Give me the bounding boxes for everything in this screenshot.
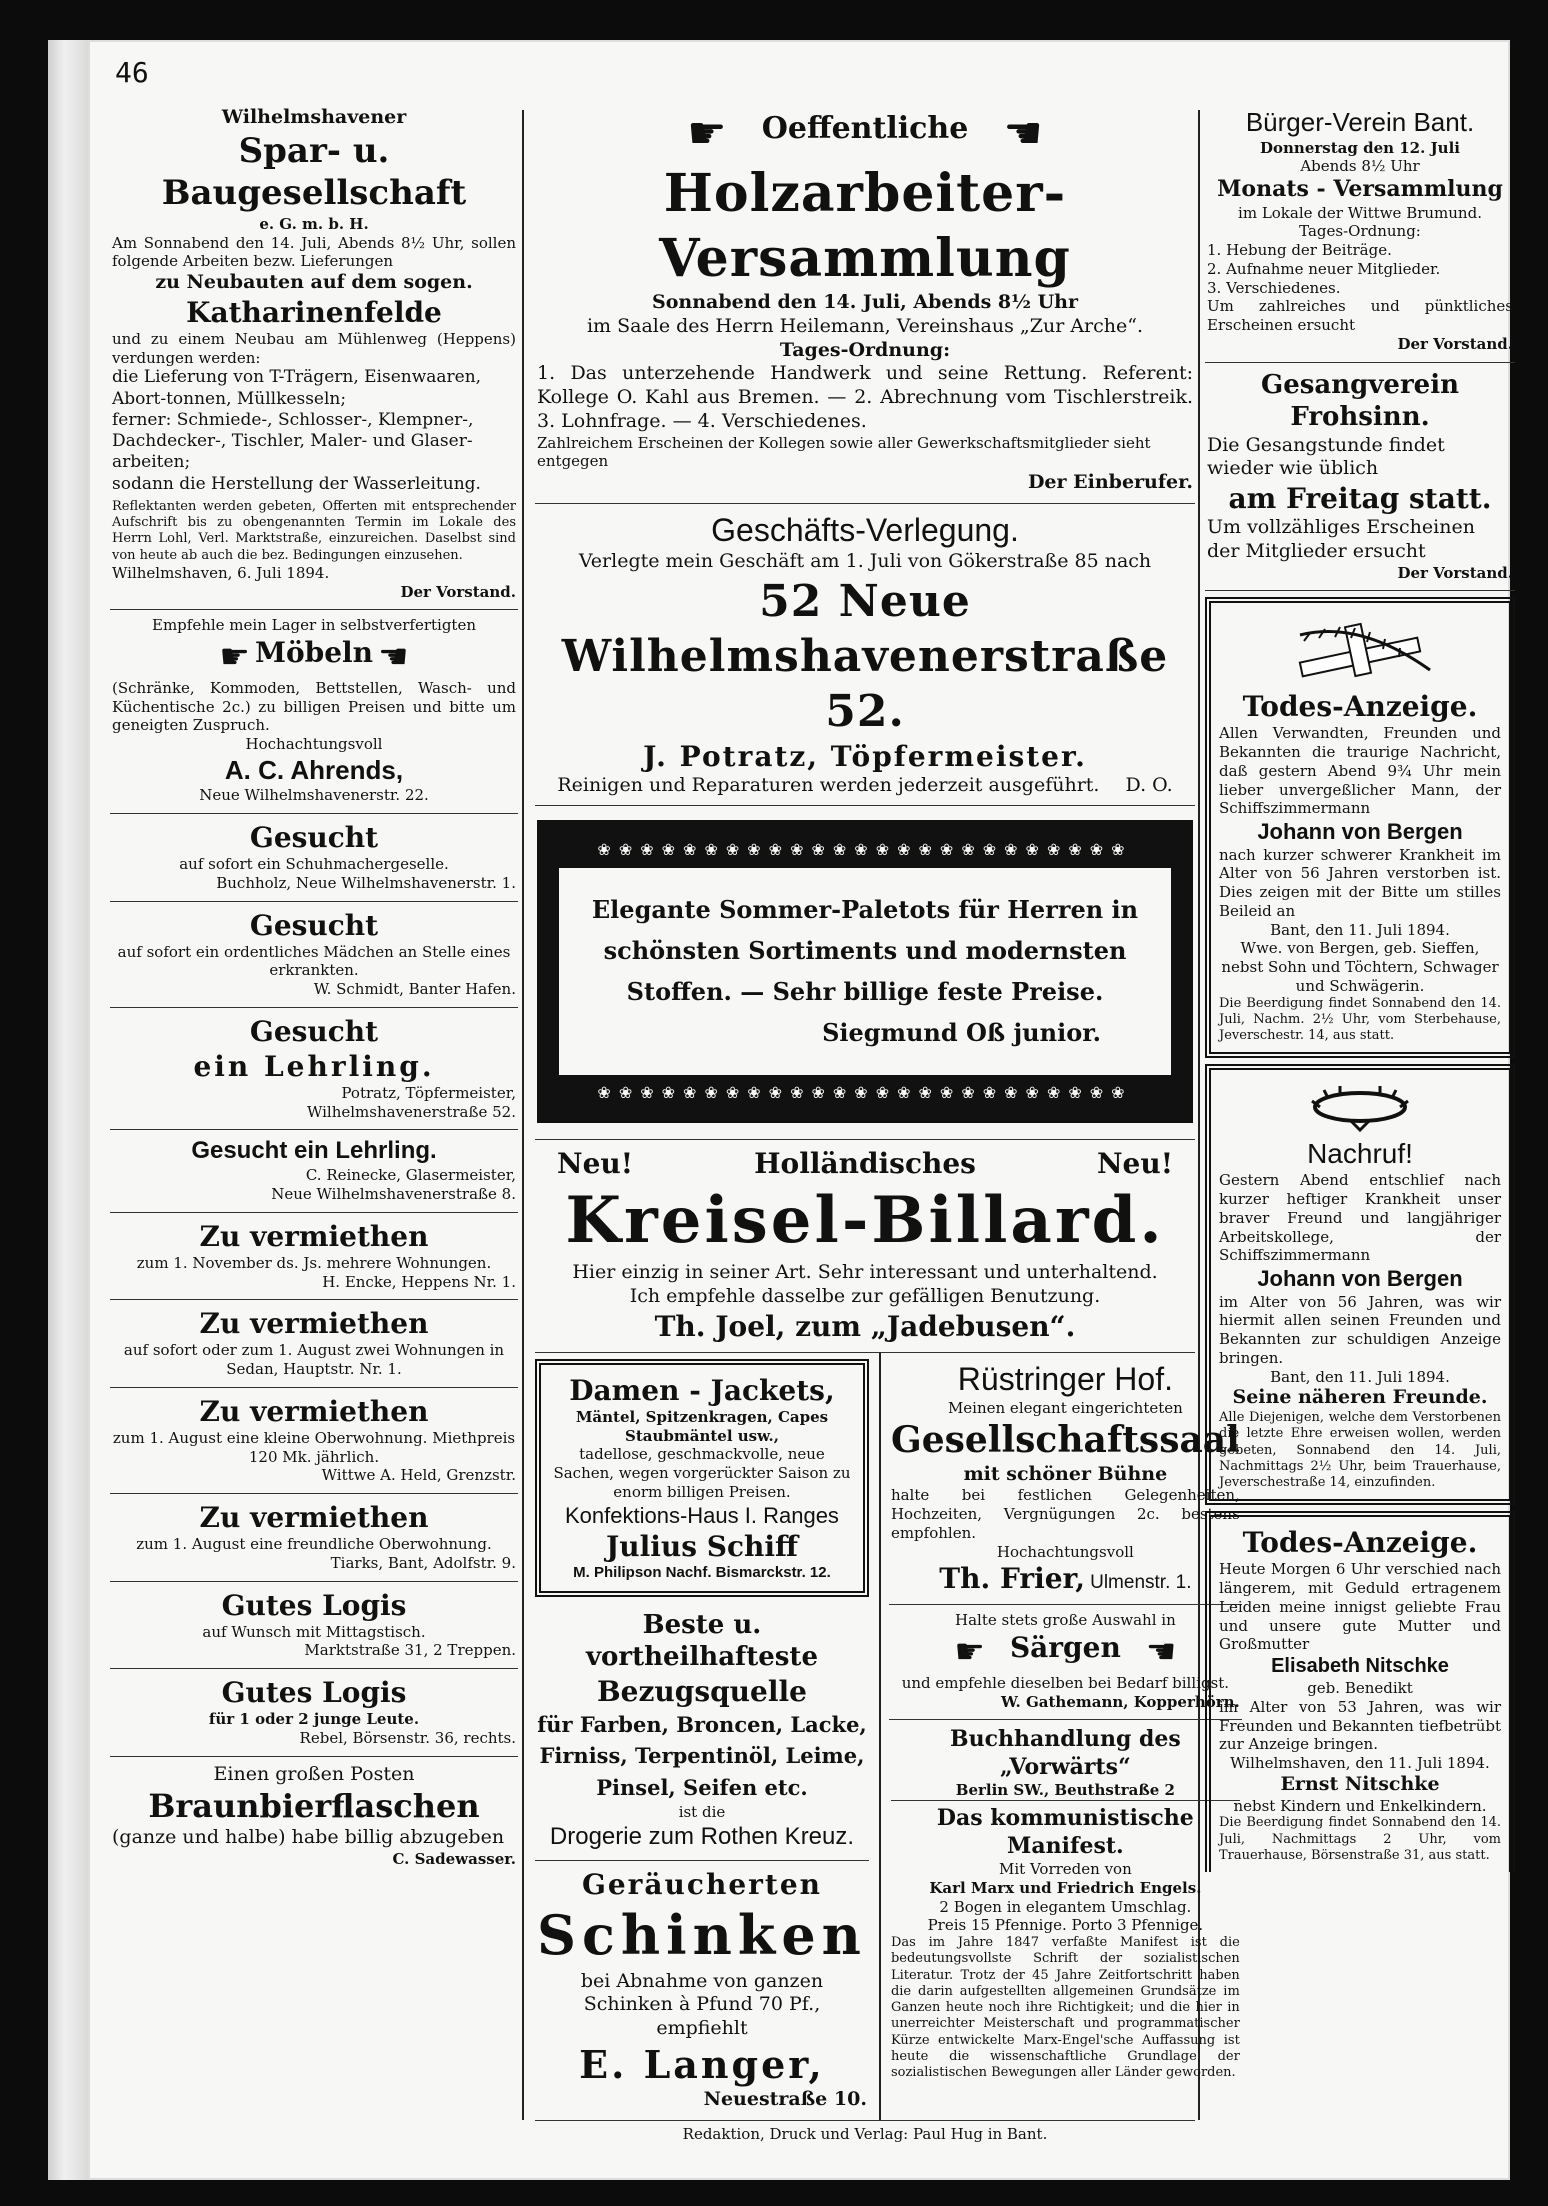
ad-place: Katharinenfelde: [186, 295, 442, 329]
ad-date: Bant, den 11. Juli 1894.: [1270, 920, 1450, 939]
ad-column: [535, 1353, 869, 2120]
ad-text: ist die: [678, 1803, 726, 1822]
ad-signature: W. Gathemann, Kopperhörn.: [1001, 1692, 1240, 1711]
ad-text: und zu einem Neubau am Mühlenweg (Heppens) verdungen werden:: [112, 329, 516, 367]
ad-address: 52 Neue Wilhelmshavenerstraße 52.: [561, 575, 1169, 737]
ad-text: nach kurzer schwerer Krankheit im Alter von 56 Jahren verstorben ist. Dies zeigen mit der Bitte um stilles Beileid an: [1219, 845, 1501, 920]
ad-pretitle: Meinen elegant eingerichteten: [947, 1398, 1183, 1417]
ad-vorwaerts: [889, 1720, 1242, 2089]
ad-address: Neue Wilhelmshavenerstr. 22.: [199, 786, 429, 805]
ad-gesucht-2: [110, 902, 518, 1008]
ad-paletots: [535, 806, 1195, 1140]
ad-agenda: 1. Das unterzehende Handwerk und seine Rettung. Referent: Kollege O. Kahl aus Bremen. — 2. Abrechnung vom Tischlerstreik. 3. Lohnfrage. — 4. Verschiedenes.: [537, 362, 1193, 432]
ad-greeting: Hochachtungsvoll: [996, 1542, 1134, 1561]
ad-holzarbeiter: [535, 100, 1195, 504]
ad-text: Reflektanten werden gebeten, Offerten mit entsprechender Aufschrift bis zu obengenannten Termin im Lokale des Herrn Lohl, Verl. Marktstraße, einzureichen. Daselbst sind von heute ab auch die bez. Bedingungen einzusehen.: [112, 498, 516, 563]
ad-place: im Lokale der Wittwe Brumund.: [1238, 203, 1482, 222]
ad-pretitle: Einen großen Posten: [213, 1762, 415, 1785]
ad-subtitle: ein Lehrling.: [193, 1049, 435, 1083]
agenda-item: 1. Hebung der Beiträge.: [1207, 241, 1392, 259]
ad-text: auf sofort oder zum 1. August zwei Wohnungen in Sedan, Hauptstr. Nr. 1.: [123, 1341, 505, 1378]
ad-text: Zahlreichem Erscheinen der Kollegen sowie aller Gewerkschaftsmitglieder sieht entgegen: [537, 433, 1151, 471]
ad-text: im Alter von 53 Jahren, was wir Freunden und Bekannten tiefbetrübt zur Anzeige bringen.: [1219, 1697, 1501, 1754]
ad-address: Ulmenstr. 1.: [1090, 1572, 1192, 1594]
ad-signature: Rebel, Börsenstr. 36, rechts.: [299, 1728, 516, 1747]
ad-title: Möbeln: [254, 636, 374, 669]
ad-signature: Ernst Nitschke: [1280, 1772, 1440, 1795]
ad-grid: [535, 1353, 1240, 2120]
ad-agenda-title: Tages-Ordnung:: [1299, 222, 1421, 241]
ad-text: 2 Bogen in elegantem Umschlag.: [939, 1897, 1192, 1916]
ad-pretitle: Wilhelmshavener: [221, 106, 407, 128]
ad-tag: Neu!: [1096, 1147, 1173, 1181]
ad-text: Um zahlreiches und pünktliches Erscheinen ersucht: [1207, 297, 1513, 334]
imprint-footer: Redaktion, Druck und Verlag: Paul Hug in Bant.: [535, 2120, 1195, 2143]
ad-address: Neue Wilhelmshavenerstraße 8.: [271, 1185, 516, 1203]
ad-signature: Potratz, Töpfermeister,: [341, 1083, 516, 1102]
ad-title: Gutes Logis: [221, 1588, 407, 1622]
ad-gesucht-3: [110, 1008, 518, 1131]
ad-agenda-title: Tages-Ordnung:: [779, 338, 951, 361]
ad-signature: Siegmund Oß junior.: [822, 1017, 1101, 1047]
ad-greeting: Hochachtungsvoll: [245, 735, 383, 753]
ad-damen-jackets: [535, 1359, 869, 1597]
ad-subtitle: Monats - Versammlung: [1217, 176, 1503, 202]
ad-text: und empfehle dieselben bei Bedarf billigst.: [901, 1673, 1230, 1692]
pointing-hand-icon: ☛: [219, 637, 250, 678]
ad-shop: Konfektions-Haus I. Ranges: [565, 1502, 839, 1528]
ad-text: auf Wunsch mit Mittagstisch.: [202, 1622, 426, 1641]
ad-text: die Lieferung von T-Trägern, Eisenwaaren, Abort-tonnen, Müllkesseln;: [112, 367, 482, 409]
ad-name: E. Langer,: [579, 2041, 825, 2087]
ad-title: Geschäfts-Verlegung.: [711, 511, 1019, 548]
column-rule: [522, 110, 524, 2120]
ad-text: Gestern Abend entschlief nach kurzer heftiger Krankheit unser braver Freund und langjähriger Arbeitskollege, der Schiffszimmermann: [1219, 1171, 1501, 1265]
ad-signature: H. Encke, Heppens Nr. 1.: [322, 1272, 516, 1291]
ad-vermiethen-2: [110, 1300, 518, 1388]
ad-subtitle: Gesellschaftssaal: [890, 1418, 1240, 1461]
column-center: [535, 100, 1240, 2120]
ad-ruestringer-hof: [889, 1353, 1242, 1606]
ad-title: Rüstringer Hof.: [957, 1360, 1173, 1397]
ad-signature: Der Vorstand.: [1397, 334, 1513, 353]
ad-name: Drogerie zum Rothen Kreuz.: [549, 1823, 855, 1851]
ad-title: Todes-Anzeige.: [1242, 1526, 1478, 1560]
ad-title: Kreisel-Billard.: [565, 1183, 1165, 1259]
ad-date: Bant, den 11. Juli 1894.: [1270, 1367, 1450, 1386]
ad-date: Wilhelmshaven, den 11. Juli 1894.: [1230, 1754, 1490, 1772]
column-right: [1205, 100, 1515, 1878]
ad-day: am Freitag statt.: [1228, 482, 1492, 515]
ad-signature: Wittwe A. Held, Grenzstr.: [321, 1466, 516, 1485]
ad-text: Ich empfehle dasselbe zur gefälligen Benutzung.: [629, 1285, 1101, 1308]
book-title: Das kommunistische Manifest.: [891, 1800, 1240, 1860]
ad-title: Zu vermiethen: [199, 1394, 429, 1428]
ad-text: (Schränke, Kommoden, Bettstellen, Wasch- und Küchentische 2c.) zu billigen Preisen und bitte um geneigten Zuspruch.: [112, 678, 516, 735]
book-price: Preis 15 Pfennige. Porto 3 Pfennige.: [927, 1916, 1204, 1935]
ad-text: zum 1. August eine kleine Oberwohnung. Miethpreis 120 Mk. jährlich.: [112, 1428, 516, 1466]
funeral-notice: Die Beerdigung findet Sonnabend den 14. Juli, Nachm. 2½ Uhr, vom Sterbehause, Jeverschestr. 14, aus statt.: [1219, 995, 1501, 1043]
ad-todes-anzeige-2: [1205, 1511, 1515, 1872]
ad-title: Gesangverein Frohsinn.: [1261, 369, 1459, 432]
ad-schinken: [535, 1861, 869, 2120]
ad-text: für 1 oder 2 junge Leute.: [208, 1710, 420, 1728]
ad-pretitle: Empfehle mein Lager in selbstverfertigten: [152, 616, 476, 635]
ad-title: Schinken: [537, 1903, 867, 1968]
ad-signature: Der Einberufer.: [1027, 471, 1193, 493]
ad-title: Holzarbeiter-Versammlung: [659, 163, 1071, 289]
ad-signature: Tiarks, Bant, Adolfstr. 9.: [330, 1553, 516, 1572]
ad-title: Gesucht: [249, 1014, 379, 1048]
ad-initials: D. O.: [1125, 773, 1173, 796]
ad-farben: [535, 1603, 869, 1861]
ad-date: Donnerstag den 12. Juli: [1260, 138, 1460, 157]
ad-place: im Saale des Herrn Heilemann, Vereinshaus „Zur Arche“.: [586, 314, 1143, 337]
ad-text: zum 1. November ds. Js. mehrere Wohnungen.: [136, 1253, 492, 1272]
ad-title: Gutes Logis: [221, 1676, 407, 1709]
ad-text: Am Sonnabend den 14. Juli, Abends 8½ Uhr, sollen folgende Arbeiten bezw. Lieferungen: [112, 233, 516, 271]
ad-signature: Th. Joel, zum „Jadebusen“.: [654, 1309, 1076, 1343]
funeral-notice: Die Beerdigung findet Sonnabend den 14. Juli, Nachmittags 2 Uhr, vom Trauerhause, Börsenstraße 31, aus statt.: [1219, 1815, 1501, 1863]
ad-pretitle: Halte stets große Auswahl in: [955, 1611, 1176, 1630]
ad-text: Elegante Sommer-Paletots für Herren in schönsten Sortiments und modernsten Stoffen. — Sehr billige feste Preise.: [591, 895, 1139, 1006]
ad-title: Damen - Jackets,: [569, 1373, 835, 1407]
ad-text: Die Gesangstunde findet wieder wie üblich: [1207, 433, 1445, 480]
ad-address: Berlin SW., Beuthstraße 2: [955, 1781, 1175, 1800]
ad-subtitle: Mäntel, Spitzenkragen, Capes Staubmäntel usw.,: [575, 1407, 829, 1445]
ad-text: Um vollzähliges Erscheinen der Mitglieder ersucht: [1207, 516, 1475, 562]
ad-text: auf sofort ein ordentliches Mädchen an Stelle eines erkrankten.: [117, 942, 511, 980]
ad-date: Sonnabend den 14. Juli, Abends 8½ Uhr: [652, 291, 1078, 313]
ad-saerge: [889, 1605, 1242, 1720]
frame-content: [559, 868, 1171, 1075]
ad-title: Spar- u. Baugesellschaft: [161, 130, 467, 214]
ad-title: Beste u. vortheilhafteste: [585, 1609, 818, 1673]
ad-title: Gesucht ein Lehrling.: [191, 1137, 437, 1165]
ad-text: sodann die Herstellung der Wasserleitung.: [112, 473, 481, 494]
ad-signature: Der Vorstand.: [1397, 563, 1513, 582]
ad-subtitle: e. G. m. b. H.: [259, 214, 369, 233]
ad-title: Gesucht: [249, 821, 379, 854]
ornamental-frame: [537, 820, 1193, 1123]
ad-items: für Farben, Broncen, Lacke, Firniss, Terpentinöl, Leime, Pinsel, Seifen etc.: [537, 1711, 867, 1800]
ad-title: Braunbierflaschen: [148, 1787, 480, 1826]
cross-palm-icon: [1280, 615, 1440, 685]
ad-text: Heute Morgen 6 Uhr verschied nach längerem, mit Geduld ertragenem Leiden meine innigst geliebte Frau und unsere gute Mutter und Großmutter: [1219, 1560, 1501, 1654]
ad-nachruf: [1205, 1064, 1515, 1505]
ad-column: [879, 1353, 1242, 2120]
ad-name: A. C. Ahrends,: [224, 754, 404, 785]
ad-date: Wilhelmshaven, 6. Juli 1894.: [112, 563, 330, 582]
ad-tag: Neu!: [557, 1147, 634, 1181]
ad-text: tadellose, geschmackvolle, neue Sachen, wegen vorgerückter Saison zu enorm billigen Preisen.: [553, 1445, 851, 1501]
ad-text: Das im Jahre 1847 verfaßte Manifest ist die bedeutungsvollste Schrift der sozialistischen Literatur. Trotz der 45 Jahre Zeitfortschritt haben die darin aufgestellten allgemeinen Grundsätze im Ganzen heute noch ihre Richtigkeit; und die hier in unerreichter Meisterschaft und programmatischer Kürze entwickelte Marx-Engel'sche Auffassung ist heute die wissenschaftliche Grundlage der sozialistischen Bewegungen aller Länder geworden.: [890, 1935, 1240, 2081]
ad-text: im Alter von 56 Jahren, was wir hiermit allen seinen Freunden und Bekannten zur schuldigen Anzeige bringen.: [1219, 1292, 1501, 1367]
ad-vermiethen-4: [110, 1494, 518, 1582]
ad-signature: W. Schmidt, Banter Hafen.: [313, 980, 516, 998]
ad-time: Abends 8½ Uhr: [1300, 157, 1420, 176]
ad-spar-bau: [110, 100, 518, 610]
pointing-hand-icon: ☚: [1003, 108, 1043, 159]
ad-pretitle: Oeffentliche: [761, 111, 969, 146]
ad-agenda: [1207, 241, 1513, 297]
ad-logis-1: [110, 1582, 518, 1670]
ad-title: Bürger-Verein Bant.: [1245, 107, 1475, 137]
ad-text: zu Neubauten auf dem sogen.: [155, 271, 473, 293]
agenda-item: 2. Aufnahme neuer Mitglieder.: [1207, 259, 1441, 278]
ad-text: bei Abnahme von ganzen Schinken à Pfund 70 Pf., empfiehlt: [580, 1969, 824, 2040]
ad-title: Zu vermiethen: [199, 1307, 429, 1341]
ad-text: Hier einzig in seiner Art. Sehr interessant und unterhaltend.: [572, 1261, 1158, 1284]
ad-vermiethen-3: [110, 1388, 518, 1494]
funeral-notice: Alle Diejenigen, welche dem Verstorbenen die letzte Ehre erweisen wollen, werden gebeten, Sonnabend den 14. Juli, Nachmittags 2½ Uhr, beim Trauerhause, Jeverschestraße 14, einzufinden.: [1219, 1410, 1501, 1490]
ad-signature: nebst Kindern und Enkelkindern.: [1233, 1796, 1487, 1815]
ad-geschaefts-verlegung: [535, 504, 1195, 807]
ad-text: zum 1. August eine freundliche Oberwohnung.: [136, 1535, 492, 1553]
ad-title: Zu vermiethen: [199, 1219, 429, 1253]
pointing-hand-icon: ☚: [1145, 1632, 1177, 1673]
ad-title: Zu vermiethen: [199, 1501, 429, 1534]
ad-signature: Seine näheren Freunde.: [1232, 1386, 1488, 1409]
agenda-item: 3. Verschiedenes.: [1207, 278, 1341, 297]
ad-moebel: [110, 610, 518, 814]
ad-signature: Wwe. von Bergen, geb. Sieffen, nebst Sohn und Töchtern, Schwager und Schwägerin.: [1221, 939, 1499, 995]
deceased-name: Elisabeth Nitschke: [1271, 1655, 1449, 1677]
ad-address: Marktstraße 31, 2 Treppen.: [304, 1641, 516, 1660]
ad-name: Julius Schiff: [605, 1530, 798, 1564]
wreath-icon: [1300, 1082, 1420, 1132]
ad-buerger-verein: [1205, 100, 1515, 363]
column-left: [110, 100, 518, 1877]
ad-pretitle: Holländisches: [754, 1147, 976, 1181]
ad-name: J. Potratz, Töpfermeister.: [643, 739, 1087, 773]
deceased-name: Johann von Bergen: [1257, 819, 1463, 844]
binding-edge: [48, 40, 90, 2180]
ad-title: Särgen: [1009, 1631, 1121, 1665]
deceased-name: Johann von Bergen: [1257, 1266, 1463, 1291]
ad-braunbier: [110, 1757, 518, 1877]
ad-signature: Buchholz, Neue Wilhelmshavenerstr. 1.: [216, 873, 516, 892]
ad-signature: C. Sadewasser.: [392, 1850, 516, 1868]
page-number: 46: [115, 56, 149, 89]
ad-text: Allen Verwandten, Freunden und Bekannten die traurige Nachricht, daß gestern Abend 9¾ Uhr mein lieber unvergeßlicher Mann, der Schiffszimmermann: [1219, 724, 1501, 818]
ad-billard: [535, 1140, 1195, 1353]
ad-name: Th. Frier,: [939, 1562, 1086, 1596]
flower-border-icon: ❀❀❀❀❀❀❀❀❀❀❀❀❀❀❀❀❀❀❀❀❀❀❀❀❀: [597, 1083, 1133, 1103]
ad-gesucht-1: [110, 814, 518, 902]
ad-address: Wilhelmshavenerstraße 52.: [306, 1102, 516, 1121]
ad-pretitle: Geräucherten: [581, 1868, 822, 1902]
ad-todes-anzeige-1: [1205, 597, 1515, 1058]
maiden-name: geb. Benedikt: [1307, 1679, 1413, 1697]
ad-signature: Der Vorstand.: [400, 582, 516, 601]
ad-text: (ganze und halbe) habe billig abzugeben: [112, 1826, 505, 1849]
ad-text: auf sofort ein Schuhmachergeselle.: [179, 855, 449, 873]
ad-text: Mit Vorreden von: [999, 1860, 1132, 1879]
ad-text: Verlegte mein Geschäft am 1. Juli von Gökerstraße 85 nach: [578, 549, 1152, 572]
pointing-hand-icon: ☚: [378, 637, 409, 678]
ad-title: Gesucht: [249, 908, 379, 942]
ad-gesucht-4: [110, 1130, 518, 1213]
ad-text: halte bei festlichen Gelegenheiten, Hochzeiten, Vergnügungen 2c. bestens empfohlen.: [890, 1486, 1240, 1542]
ad-title: Todes-Anzeige.: [1242, 690, 1478, 724]
ad-title: Nachruf!: [1307, 1138, 1413, 1170]
ad-signature: C. Reinecke, Glasermeister,: [305, 1166, 516, 1185]
book-authors: Karl Marx und Friedrich Engels.: [929, 1878, 1202, 1897]
ad-subtitle: mit schöner Bühne: [963, 1462, 1168, 1485]
flower-border-icon: ❀❀❀❀❀❀❀❀❀❀❀❀❀❀❀❀❀❀❀❀❀❀❀❀❀: [597, 840, 1133, 860]
ad-vermiethen-1: [110, 1213, 518, 1301]
ad-text: ferner: Schmiede-, Schlosser-, Klempner-, Dachdecker-, Tischler, Maler- und Glaser-arbeiten;: [112, 409, 474, 473]
ad-subtitle: Bezugsquelle: [597, 1674, 807, 1708]
ad-text: Reinigen und Reparaturen werden jederzeit ausgeführt.: [557, 773, 1100, 796]
pointing-hand-icon: ☛: [954, 1632, 985, 1673]
ad-address: M. Philipson Nachf. Bismarckstr. 12.: [573, 1564, 831, 1582]
ad-address: Neuestraße 10.: [703, 2088, 867, 2111]
pointing-hand-icon: ☛: [687, 108, 727, 159]
ad-title: Buchhandlung des „Vorwärts“: [949, 1726, 1181, 1780]
ad-gesangverein: [1205, 363, 1515, 592]
ad-logis-2: [110, 1669, 518, 1757]
